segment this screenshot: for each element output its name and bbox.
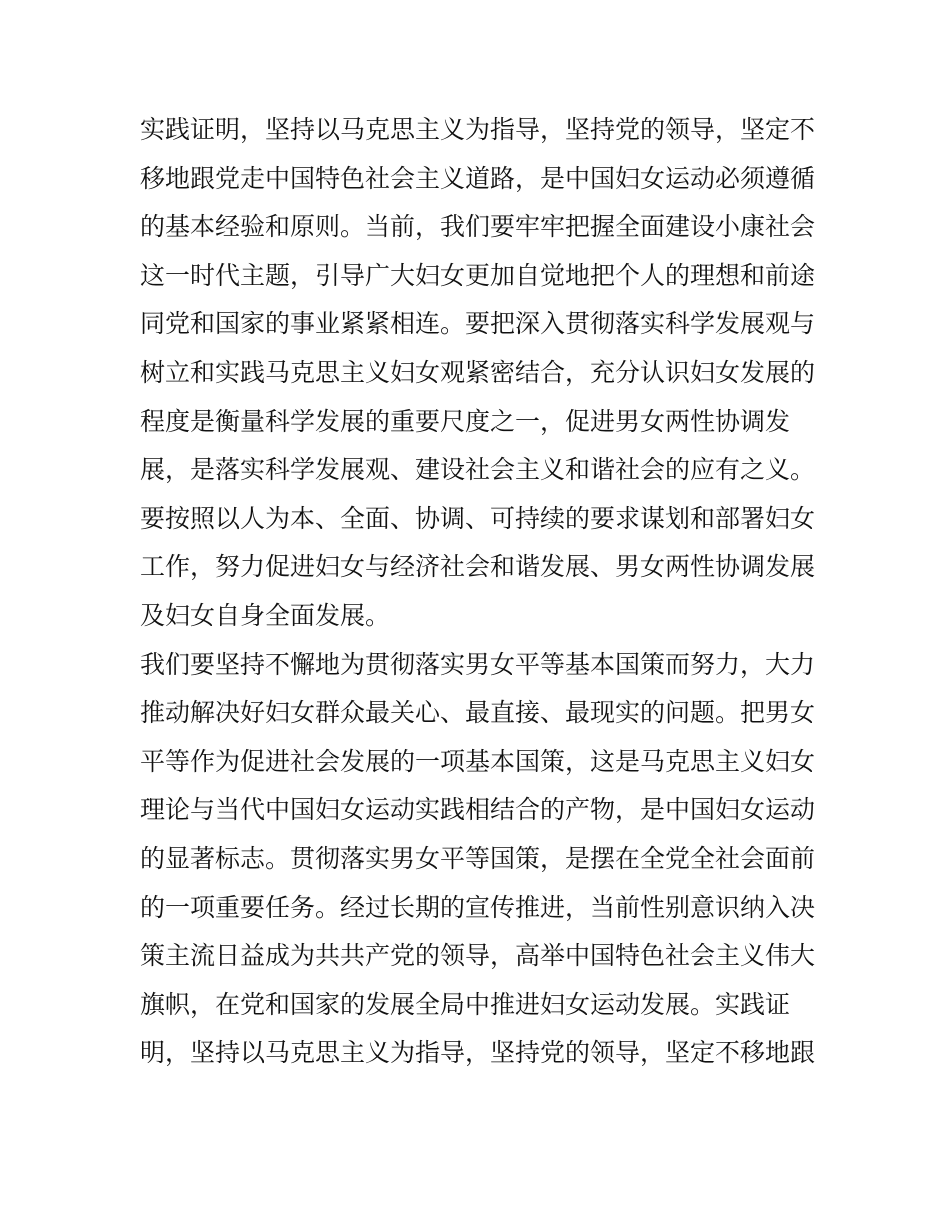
text-line: 工作，努力促进妇女与经济社会和谐发展、男女两性协调发展 [140, 552, 816, 582]
text-line: 移地跟党走中国特色社会主义道路，是中国妇女运动必须遵循 [140, 163, 816, 193]
text-line: 策主流日益成为共共产党的领导，高举中国特色社会主义伟大 [140, 941, 816, 971]
text-line: 树立和实践马克思主义妇女观紧密结合，充分认识妇女发展的 [140, 357, 816, 387]
text-line: 推动解决好妇女群众最关心、最直接、最现实的问题。把男女 [140, 698, 816, 728]
text-line: 要按照以人为本、全面、协调、可持续的要求谋划和部署妇女 [140, 503, 816, 533]
body-text [140, 106, 820, 1078]
text-line: 实践证明，坚持以马克思主义为指导，坚持党的领导，坚定不 [140, 115, 816, 144]
text-line: 旗帜，在党和国家的发展全局中推进妇女运动发展。实践证 [140, 989, 791, 1019]
text-line: 展，是落实科学发展观、建设社会主义和谐社会的应有之义。 [140, 455, 816, 485]
text-line: 及妇女自身全面发展。 [140, 600, 391, 630]
text-line: 的基本经验和原则。当前，我们要牢牢把握全面建设小康社会 [140, 212, 816, 242]
text-line: 同党和国家的事业紧紧相连。要把深入贯彻落实科学发展观与 [140, 309, 816, 339]
text-line: 的一项重要任务。经过长期的宣传推进，当前性别意识纳入决 [140, 892, 816, 922]
text-line: 这一时代主题，引导广大妇女更加自觉地把个人的理想和前途 [140, 260, 816, 290]
text-line: 平等作为促进社会发展的一项基本国策，这是马克思主义妇女 [140, 746, 816, 776]
text-line: 我们要坚持不懈地为贯彻落实男女平等基本国策而努力，大力 [140, 649, 816, 679]
text-line: 明，坚持以马克思主义为指导，坚持党的领导，坚定不移地跟 [140, 1038, 816, 1068]
text-line: 的显著标志。贯彻落实男女平等国策，是摆在全党全社会面前 [140, 843, 816, 873]
text-line: 理论与当代中国妇女运动实践相结合的产物，是中国妇女运动 [140, 795, 816, 825]
text-line: 程度是衡量科学发展的重要尺度之一，促进男女两性协调发 [140, 406, 791, 436]
